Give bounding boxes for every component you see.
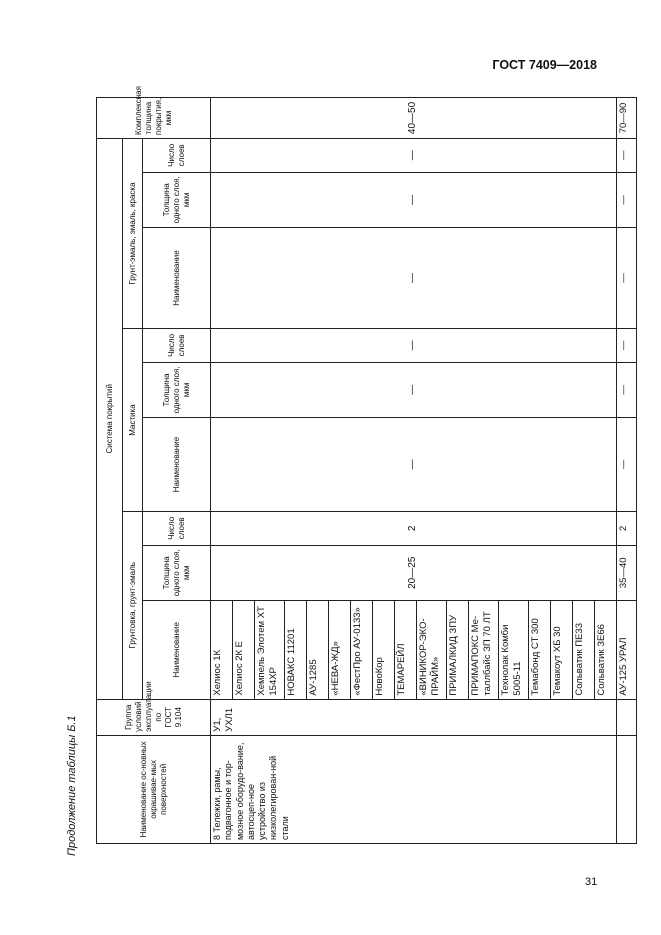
col-primer-layers: Число слоев <box>143 511 211 545</box>
col-primer-name: Наименование <box>143 600 211 699</box>
col-mastic-thickness: Толщина одного слоя, мкм <box>143 362 211 417</box>
mastic-name: — <box>617 418 637 512</box>
condition-group: У1, УХЛ1 <box>211 699 617 735</box>
mastic-layers: — <box>617 329 637 363</box>
enamel-name: — <box>617 228 637 329</box>
col-primer-thickness: Толщина одного слоя, мкм <box>143 545 211 600</box>
total-thickness: 40—50 <box>211 98 617 139</box>
total-thickness: 70—90 <box>617 98 637 139</box>
product-name: ТЕМАРЕЙЛ <box>395 600 417 699</box>
table-caption: Продолжение таблицы Б.1 <box>66 715 78 856</box>
col-enamel-thickness: Толщина одного слоя, мкм <box>143 172 211 227</box>
rotated-table-wrapper <box>96 86 629 844</box>
product-name: НОВАКС 11201 <box>285 600 307 699</box>
product-name: «ВИНИКОР-ЭКО-ПРАЙМ» <box>417 600 447 699</box>
col-surface: Наименование ос-новных окрашивае-мых поверхностей <box>97 735 211 843</box>
product-name: Хелиос 2К Е <box>233 600 255 699</box>
mastic-name: — <box>211 418 617 512</box>
col-mastic: Мастика <box>123 329 143 512</box>
primer-layers: 2 <box>617 511 637 545</box>
mastic-thickness: — <box>617 362 637 417</box>
col-mastic-layers: Число слоев <box>143 329 211 363</box>
col-system: Система покрытий <box>97 138 123 699</box>
product-name: АУ-125 УРАЛ <box>617 600 637 699</box>
product-name: «ФестПро АУ-0133» <box>351 600 373 699</box>
document-header: ГОСТ 7409—2018 <box>492 58 597 72</box>
col-enamel-name: Наименование <box>143 228 211 329</box>
col-group: Группа условий эксплуатации по ГОСТ 9.104 <box>97 699 211 735</box>
col-primer: Грунтовка, грунт-эмаль <box>123 511 143 699</box>
col-enamel: Грунт-эмаль, эмаль, краска <box>123 138 143 328</box>
primer-thickness: 35—40 <box>617 545 637 600</box>
product-name: Технолак Комби 5005-11 <box>499 600 529 699</box>
product-name: Темакоут ХБ 30 <box>551 600 573 699</box>
product-name: Темабонд СТ 300 <box>529 600 551 699</box>
product-name: ПРИМАЛКИД ЗПУ <box>447 600 469 699</box>
table-row <box>617 98 637 844</box>
enamel-name: — <box>211 228 617 329</box>
surface-name: 8 Тележки, рамы, подвагонное и тор-мозное оборудо-вание, автосцеп-ное устройство из низколегирован-ной стали <box>211 735 617 843</box>
empty-cell <box>617 699 637 735</box>
enamel-layers: — <box>617 138 637 172</box>
product-name: Сольватик ПЕ33 <box>573 600 595 699</box>
product-name: Сольватик ЗЕ66 <box>595 600 617 699</box>
empty-cell <box>617 735 637 843</box>
enamel-thickness: — <box>211 172 617 227</box>
product-name: АУ-1285 <box>307 600 329 699</box>
product-name: ПРИМАПОКС Ме-таллбайс ЗП 70 ЛТ <box>469 600 499 699</box>
mastic-thickness: — <box>211 362 617 417</box>
enamel-thickness: — <box>617 172 637 227</box>
primer-layers: 2 <box>211 511 617 545</box>
mastic-layers: — <box>211 329 617 363</box>
col-total: Комплексная толщина покрытия, мкм <box>97 98 211 139</box>
product-name: Хемпель Элотем ХТ 154ХР <box>255 600 285 699</box>
product-name: Хелиос 1К <box>211 600 233 699</box>
page-number: 31 <box>585 876 598 888</box>
col-enamel-layers: Число слоев <box>143 138 211 172</box>
product-name: «НЕВА-ЖД» <box>329 600 351 699</box>
col-mastic-name: Наименование <box>143 418 211 512</box>
enamel-layers: — <box>211 138 617 172</box>
coating-table <box>96 86 637 844</box>
table-row <box>211 98 233 844</box>
primer-thickness: 20—25 <box>211 545 617 600</box>
product-name: НовоКор <box>373 600 395 699</box>
